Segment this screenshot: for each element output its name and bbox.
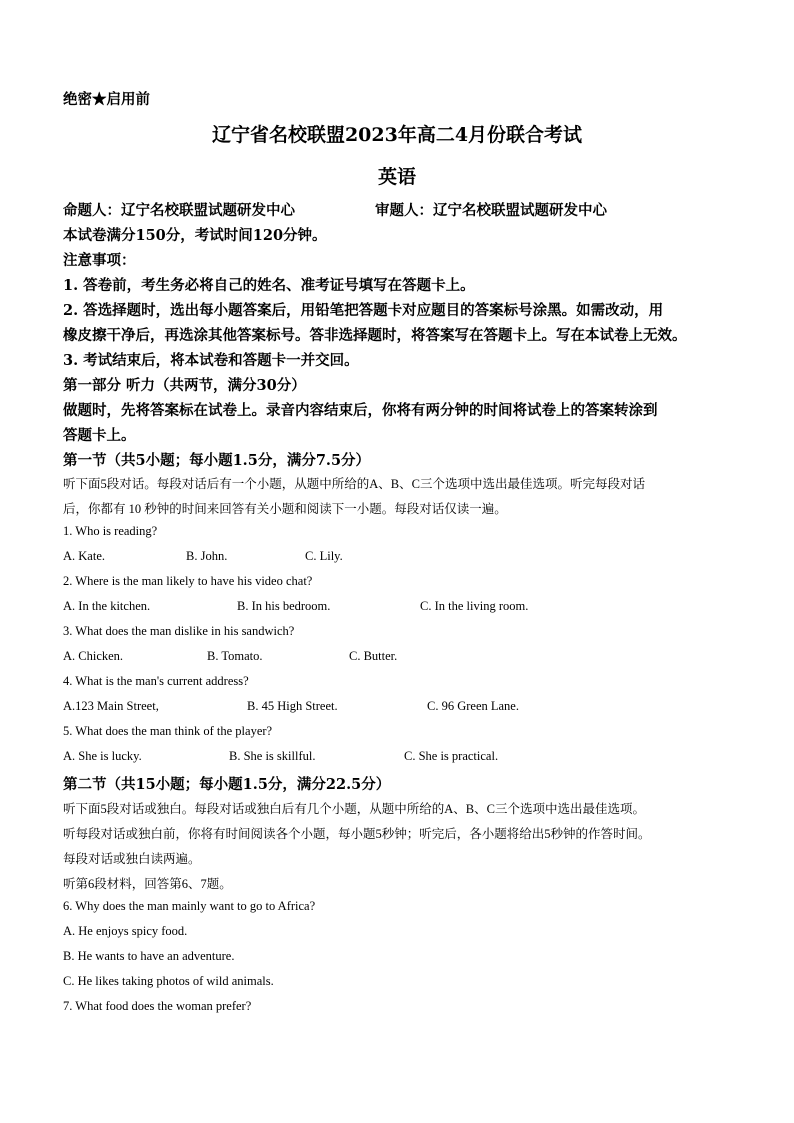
part1-heading: 第一部分 听力（共两节，满分30分） [63,377,306,394]
q6-option-b: B. He wants to have an adventure. [63,949,235,963]
secret-label: 绝密★启用前 [63,91,150,108]
section2-instruction-line-2: 听每段对话或独白前，你将有时间阅读各个小题，每小题5秒钟；听完后，各小题将给出5秒钟的作答时间。 [63,827,651,841]
note-2-line-2: 橡皮擦干净后，再选涂其他答案标号。答非选择题时，将答案写在答题卡上。写在本试卷上无效。 [63,327,687,344]
question-5: 5. What does the man think of the player? [63,724,273,738]
q4-option-c: C. 96 Green Lane. [427,699,519,713]
section1-heading: 第一节（共5小题；每小题1.5分，满分7.5分） [63,452,371,469]
q4-option-b: B. 45 High Street. [247,699,338,713]
question-3: 3. What does the man dislike in his sandwich? [63,624,295,638]
q3-option-c: C. Butter. [349,649,398,663]
question-1: 1. Who is reading? [63,524,158,538]
section2-heading: 第二节（共15小题；每小题1.5分，满分22.5分） [63,776,391,793]
question-6: 6. Why does the man mainly want to go to Africa? [63,899,316,913]
q4-option-a: A.123 Main Street, [63,699,159,713]
note-1: 1. 答卷前，考生务必将自己的姓名、准考证号填写在答题卡上。 [63,277,475,294]
q3-option-a: A. Chicken. [63,649,124,663]
notes-heading: 注意事项： [63,252,136,269]
score-time-line: 本试卷满分150分，考试时间120分钟。 [63,227,327,244]
q3-option-b: B. Tomato. [207,649,263,663]
author-line: 命题人：辽宁名校联盟试题研发中心 [63,202,295,219]
q5-option-b: B. She is skillful. [229,749,316,763]
q1-option-a: A. Kate. [63,549,105,563]
subject-title: 英语 [377,166,416,188]
q1-option-c: C. Lily. [305,549,343,563]
reviewer-line: 审题人：辽宁名校联盟试题研发中心 [375,202,607,219]
material-6-label: 听第6段材料，回答第6、7题。 [63,877,232,891]
q5-option-a: A. She is lucky. [63,749,142,763]
q2-option-b: B. In his bedroom. [237,599,331,613]
section2-instruction-line-3: 每段对话或独白读两遍。 [63,852,201,866]
question-4: 4. What is the man's current address? [63,674,249,688]
q2-option-c: C. In the living room. [420,599,529,613]
part1-instruction-line-1: 做题时，先将答案标在试卷上。录音内容结束后，你将有两分钟的时间将试卷上的答案转涂到 [63,402,658,419]
section2-instruction-line-1: 听下面5段对话或独白。每段对话或独白后有几个小题，从题中所给的A、B、C三个选项中选出最佳选项。 [63,802,645,816]
part1-instruction-line-2: 答题卡上。 [63,427,136,444]
note-3: 3. 考试结束后，将本试卷和答题卡一并交回。 [63,352,359,369]
question-7: 7. What food does the woman prefer? [63,999,252,1013]
section1-instruction-line-2: 后，你都有 10 秒钟的时间来回答有关小题和阅读下一小题。每段对话仅读一遍。 [63,502,507,516]
q2-option-a: A. In the kitchen. [63,599,151,613]
question-2: 2. Where is the man likely to have his video chat? [63,574,313,588]
q5-option-c: C. She is practical. [404,749,499,763]
q6-option-c: C. He likes taking photos of wild animals. [63,974,274,988]
q6-option-a: A. He enjoys spicy food. [63,924,188,938]
exam-title: 辽宁省名校联盟2023年高二4月份联合考试 [211,124,583,146]
section1-instruction-line-1: 听下面5段对话。每段对话后有一个小题，从题中所给的A、B、C三个选项中选出最佳选项。听完每段对话 [63,477,645,491]
q1-option-b: B. John. [186,549,228,563]
note-2-line-1: 2. 答选择题时，选出每小题答案后，用铅笔把答题卡对应题目的答案标号涂黑。如需改动，用 [63,302,664,319]
